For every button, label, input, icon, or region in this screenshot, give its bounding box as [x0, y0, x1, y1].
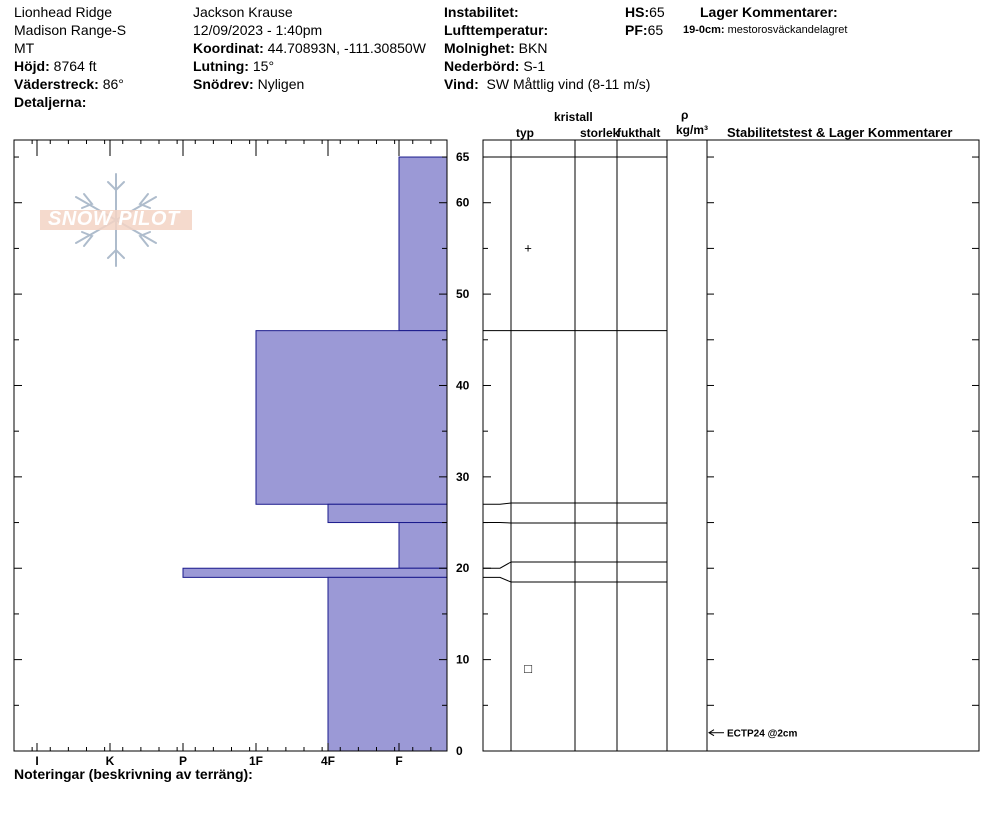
- depth-tick-label: 0: [456, 744, 463, 758]
- state: MT: [14, 40, 35, 56]
- hardness-layer-bar: [399, 157, 447, 331]
- grain-type-symbol: +: [524, 240, 532, 256]
- precip-label: Nederbörd:: [444, 58, 520, 74]
- hardness-layer-bar: [328, 504, 447, 522]
- hs-value: 65: [649, 4, 665, 20]
- drift-label: Snödrev:: [193, 76, 254, 92]
- hardness-layer-bar: [399, 523, 447, 569]
- location-name: Lionhead Ridge: [14, 4, 113, 20]
- cloud-value: BKN: [518, 40, 548, 56]
- depth-tick-label: 10: [456, 652, 470, 667]
- col-stability: Stabilitetstest & Lager Kommentarer: [727, 125, 953, 140]
- depth-tick-label: 20: [456, 561, 470, 576]
- depth-axis: [14, 150, 979, 758]
- hardness-layer-bar: [328, 577, 447, 751]
- col-typ: typ: [516, 126, 534, 140]
- precip-value: S-1: [523, 58, 546, 74]
- slope-label: Lutning:: [193, 58, 249, 74]
- hardness-tick-label: I: [35, 754, 39, 768]
- drift-value: Nyligen: [257, 76, 305, 92]
- details-label: Detaljerna:: [14, 94, 87, 110]
- layer-table-frame: [483, 140, 979, 751]
- layer-table: [483, 140, 797, 751]
- depth-tick-label: 60: [456, 195, 470, 210]
- col-storlek: storlek: [580, 126, 620, 140]
- grain-type-symbol: □: [524, 660, 532, 676]
- boundary-connector: [483, 562, 511, 568]
- observer: Jackson Krause: [193, 4, 293, 20]
- wind-value: SW Måttlig vind (8-11 m/s): [486, 76, 651, 92]
- elevation-value: 8764 ft: [53, 58, 97, 74]
- hardness-tick-label: P: [178, 754, 188, 768]
- notes-label: Noteringar (beskrivning av terräng):: [14, 766, 253, 782]
- depth-tick-label: 65: [456, 150, 470, 165]
- pf-label: PF:: [625, 22, 648, 38]
- boundary-connector: [483, 577, 511, 582]
- col-rho: ρ: [681, 108, 689, 122]
- mountain-range: Madison Range-S: [14, 22, 127, 38]
- layer-comment-text: mestorosväckandelagret: [727, 24, 848, 36]
- watermark-text: SNOW PILOT: [48, 208, 180, 230]
- aspect-value: 86°: [102, 76, 124, 92]
- depth-tick-label: 40: [456, 378, 470, 393]
- depth-tick-label: 50: [456, 287, 470, 302]
- hardness-layers: [183, 157, 447, 751]
- wind-label: Vind:: [444, 76, 479, 92]
- hardness-layer-bar: [183, 568, 447, 577]
- hardness-tick-label: 1F: [248, 754, 264, 768]
- col-kristall: kristall: [554, 110, 593, 124]
- airtemp-label: Lufttemperatur:: [444, 22, 549, 38]
- coordinate-value: 44.70893N, -111.30850W: [267, 40, 426, 56]
- depth-tick-label: 30: [456, 469, 470, 484]
- pf-value: 65: [647, 22, 664, 38]
- aspect-label: Väderstreck:: [14, 76, 99, 92]
- layer-comment-depth: 19-0cm:: [683, 24, 725, 36]
- layer-comments-label: Lager Kommentarer:: [700, 4, 838, 20]
- coordinate-label: Koordinat:: [193, 40, 264, 56]
- hs-label: HS:: [625, 4, 650, 20]
- slope-value: 15°: [252, 58, 275, 74]
- cloud-label: Molnighet:: [444, 40, 515, 56]
- hardness-layer-bar: [256, 331, 447, 505]
- col-density-unit: kg/m³: [676, 123, 709, 137]
- elevation-label: Höjd:: [14, 58, 50, 74]
- datetime: 12/09/2023 - 1:40pm: [193, 22, 323, 38]
- hardness-tick-label: F: [395, 754, 403, 768]
- col-fukthalt: fukthalt: [617, 126, 661, 140]
- hardness-tick-label: K: [105, 754, 115, 768]
- stability-test-label: ECTP24 @2cm: [727, 728, 798, 740]
- hardness-tick-label: 4F: [320, 754, 336, 768]
- instability-label: Instabilitet:: [444, 4, 519, 20]
- boundary-connector: [483, 503, 511, 504]
